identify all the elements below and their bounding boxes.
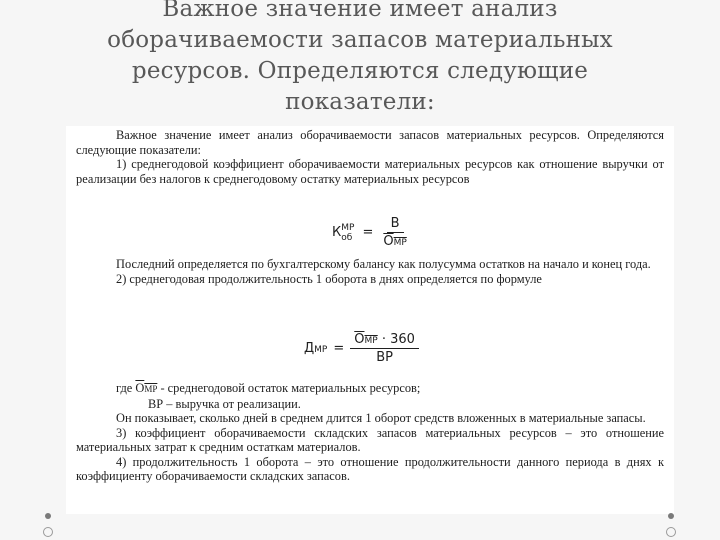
formula1-equals: = [362, 225, 374, 240]
decor-dot-left [45, 513, 51, 519]
formula2-numerator-sub: МР [364, 336, 378, 346]
slide-title [40, 0, 680, 118]
formula2-numerator-letter: О [354, 332, 365, 347]
formula2-numerator [350, 332, 419, 349]
formula-turnover-duration [304, 332, 419, 365]
title-line-3: ресурсов. Определяются следующие [131, 58, 589, 84]
paragraph-item-4: 4) продолжительность 1 оборота – это отношение продолжительности данного периода в днях к коэффициенту оборачиваемости складских запасов. [76, 454, 664, 483]
formula1-denominator-sub: МР [393, 238, 407, 248]
paragraph-block-2 [76, 257, 664, 286]
formula1-denominator-letter: О [383, 234, 394, 249]
title-line-4: показатели: [285, 89, 435, 115]
formula1-fraction [379, 216, 410, 249]
where-variable-sub: МР [144, 384, 158, 394]
title-line-2: оборачиваемости запасов материальных [107, 27, 613, 53]
title-line-1: Важное значение имеет анализ [162, 0, 558, 22]
formula2-equals: = [333, 341, 345, 356]
formula2-lhs: Д [304, 341, 315, 356]
paragraph-revenue: ВР – выручка от реализации. [148, 396, 301, 411]
paragraph-intro: Важное значение имеет анализ оборачиваемости запасов материальных ресурсов. Определяются следующие показатели: [76, 128, 664, 157]
where-variable [135, 381, 157, 395]
where-rest: - среднегодовой остаток материальных ресурсов; [157, 381, 421, 395]
paragraph-balance: Последний определяется по бухгалтерскому балансу как полусумма остатков на начало и конец года. [116, 257, 651, 271]
formula2-fraction [350, 332, 419, 365]
formula2-numerator-var [354, 332, 377, 347]
formula1-lhs-sup: МР [341, 222, 355, 233]
paragraph-item-1: 1) среднегодовой коэффициент оборачиваемости материальных ресурсов как отношение выручки от реализации без налогов к среднегодовому остатку материальных ресурсов [76, 157, 664, 186]
formula1-numerator: В [387, 216, 404, 233]
formula2-lhs-sub: МР [314, 345, 328, 355]
decor-dot-right [668, 513, 674, 519]
formula1-lhs-indices [341, 223, 354, 243]
paragraph-item-3: 3) коэффициент оборачиваемости складских запасов материальных ресурсов – это отношение материальных затрат к средним остаткам материалов. [76, 425, 664, 454]
document-image [66, 126, 674, 514]
formula2-numerator-rest: · 360 [377, 332, 415, 347]
paragraph-item-2: 2) среднегодовая продолжительность 1 оборота в днях определяется по формуле [116, 271, 542, 286]
formula-turnover-ratio [332, 216, 411, 249]
formula1-denominator-var [383, 234, 406, 249]
paragraph-where [76, 381, 664, 397]
paragraph-block-3 [76, 381, 664, 484]
decor-ring-left [43, 527, 53, 537]
decor-ring-right [666, 527, 676, 537]
paragraph-shows: Он показывает, сколько дней в среднем длится 1 оборот средств вложенных в материальные запасы. [116, 411, 646, 425]
paragraph-block-1 [76, 128, 664, 186]
where-prefix: где [116, 381, 136, 395]
formula1-lhs-sub: об [341, 232, 353, 243]
formula1-lhs: К [332, 225, 342, 240]
where-variable-letter: О [135, 381, 145, 395]
formula1-denominator [379, 233, 410, 249]
formula2-denominator: ВР [376, 350, 393, 365]
